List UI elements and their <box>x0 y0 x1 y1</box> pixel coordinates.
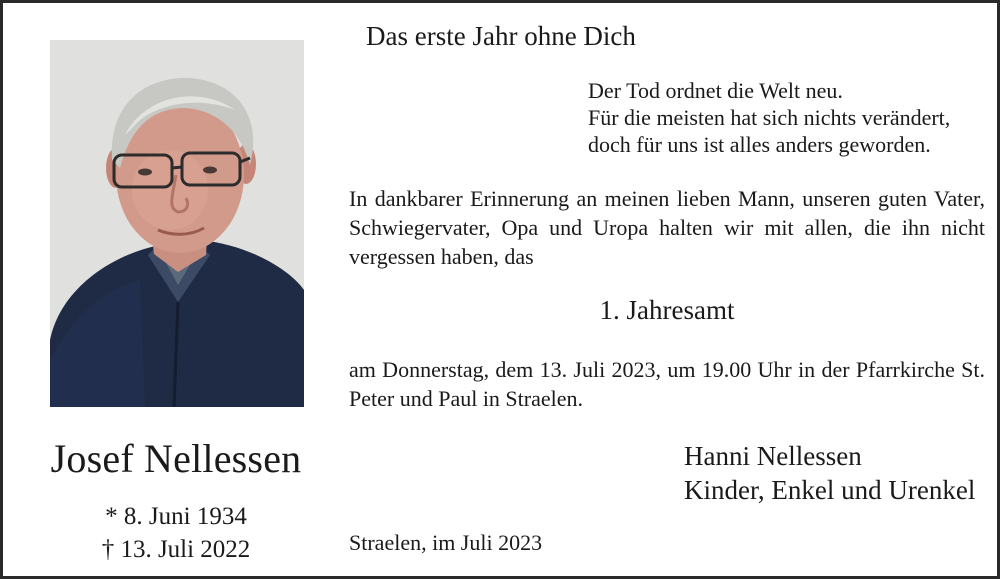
deceased-name: Josef Nellessen <box>50 436 302 481</box>
life-dates <box>3 500 349 566</box>
portrait-image <box>50 40 304 407</box>
remembrance-text: In dankbarer Erinnerung an meinen lieben Mann, unseren guten Vater, Schwiegervater, Opa und Uropa halten wir mit allen, die ihn nicht vergessen haben, das <box>349 186 985 269</box>
poem-line: doch für uns ist alles anders geworden. <box>588 132 931 157</box>
heading: Das erste Jahr ohne Dich <box>366 21 636 51</box>
portrait-photo <box>50 40 304 407</box>
event-details: am Donnerstag, dem 13. Juli 2023, um 19.00 Uhr in der Pfarrkirche St. Peter und Paul in Straelen. <box>349 357 985 411</box>
signature-line: Hanni Nellessen <box>684 441 862 471</box>
place-date: Straelen, im Juli 2023 <box>349 530 543 555</box>
poem-line: Der Tod ordnet die Welt neu. <box>588 78 843 103</box>
birth-date: * 8. Juni 1934 <box>105 503 247 530</box>
signature-line: Kinder, Enkel und Urenkel <box>684 475 976 505</box>
death-date: † 13. Juli 2022 <box>101 536 251 563</box>
poem <box>588 77 950 158</box>
event-title: 1. Jahresamt <box>599 295 735 325</box>
poem-line: Für die meisten hat sich nichts verändert, <box>588 105 951 130</box>
signature <box>684 439 975 507</box>
